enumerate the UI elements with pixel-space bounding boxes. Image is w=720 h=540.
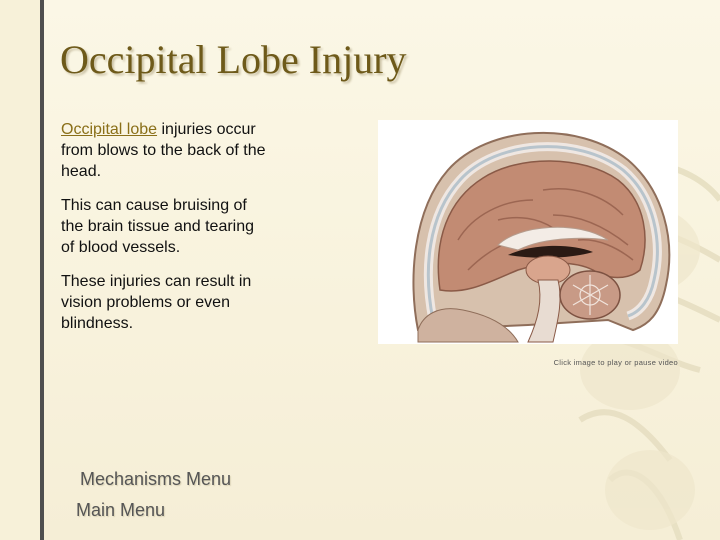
brain-sagittal-section-icon: [378, 120, 678, 344]
paragraph-1: [61, 119, 271, 182]
video-caption: Click image to play or pause video: [553, 358, 678, 367]
brain-video-player[interactable]: [378, 120, 678, 344]
occipital-lobe-link[interactable]: Occipital lobe: [61, 121, 158, 138]
paragraph-2: This can cause bruising of the brain tissue and tearing of blood vessels.: [61, 197, 255, 256]
main-menu-button[interactable]: Main Menu: [76, 500, 166, 520]
left-band: [0, 0, 40, 540]
slide-title: Occipital Lobe Injury: [60, 37, 407, 82]
mechanisms-menu-button[interactable]: Mechanisms Menu: [80, 469, 232, 489]
paragraph-1-text: injuries occur from blows to the back of the head.: [61, 121, 266, 180]
left-accent-bar: [40, 0, 44, 540]
paragraph-3: These injuries can result in vision problems or even blindness.: [61, 273, 252, 332]
body-text: [61, 119, 271, 347]
